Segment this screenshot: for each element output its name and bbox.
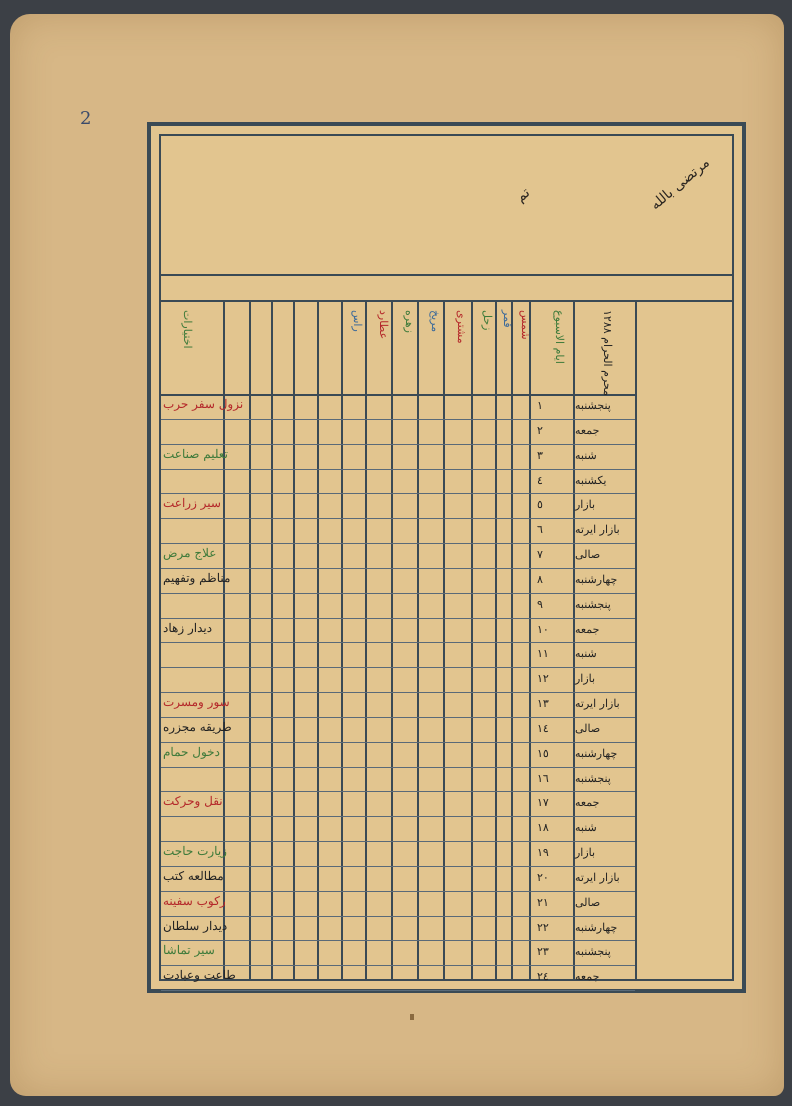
day-number-cell: ٣	[537, 448, 543, 462]
day-number-cell: ٩	[537, 597, 543, 611]
weekday-cell: پنجشنبه	[575, 399, 611, 412]
weekday-cell: صالی	[575, 721, 601, 735]
column-header: عطارد	[377, 310, 390, 340]
weekday-cell: شنبه	[575, 647, 597, 661]
weekday-cell: جمعه	[575, 622, 600, 636]
weekday-cell: جمعه	[575, 970, 600, 984]
weekday-cell: بازار	[575, 498, 596, 512]
day-number-cell: ٢	[537, 423, 543, 437]
table-row	[161, 493, 635, 518]
day-number-cell: ١٧	[537, 796, 549, 810]
day-number-cell: ٨	[537, 572, 543, 586]
day-number-cell: ١٦	[537, 771, 549, 785]
weekday-cell: بازار ایرته	[575, 523, 620, 537]
table-row	[161, 518, 635, 543]
column-header: شمس	[519, 310, 532, 340]
day-number-cell: ١٨	[537, 821, 549, 835]
weekday-cell: پنجشنبه	[575, 597, 611, 611]
day-number-cell: ٢٤	[537, 970, 549, 984]
day-number-cell: ٥	[537, 498, 543, 512]
activity-note-cell: تعلیم صناعت	[163, 446, 228, 461]
activity-note-cell: سیر زراعت	[163, 496, 221, 511]
row-divider	[161, 990, 635, 991]
weekday-cell: چهارشنبه	[575, 920, 618, 934]
table-row	[161, 642, 635, 667]
almanac-table-frame	[147, 122, 746, 993]
activity-note-cell: طریقه مجزره	[163, 719, 232, 734]
table-row	[161, 717, 635, 742]
activity-note-cell: علاج مرض	[163, 546, 217, 560]
activity-note-cell: مطالعه کتب	[163, 868, 224, 883]
activity-note-cell: مناظم وتفهیم	[163, 570, 231, 585]
day-number-cell: ٤	[537, 473, 543, 487]
column-header: زهره	[403, 310, 416, 333]
margin-notes	[612, 316, 722, 969]
table-row	[161, 618, 635, 643]
table-row	[161, 667, 635, 692]
day-number-cell: ٢١	[537, 895, 549, 909]
weekday-cell: صالی	[575, 548, 601, 561]
header-line: تم	[512, 184, 533, 206]
activity-note-cell: دیدار زهاد	[163, 620, 213, 635]
header-rule	[161, 274, 732, 276]
activity-note-cell: سور ومسرت	[163, 695, 230, 709]
table-row	[161, 419, 635, 444]
ink-speck	[410, 1014, 414, 1020]
table-row	[161, 767, 635, 792]
column-header: قمر	[501, 310, 514, 328]
table-row	[161, 543, 635, 568]
day-number-cell: ١٠	[537, 622, 549, 636]
day-number-cell: ١٢	[537, 672, 549, 686]
weekday-cell: چهارشنبه	[575, 572, 618, 586]
column-header: مشتری	[455, 310, 468, 344]
weekday-cell: چهارشنبه	[575, 746, 618, 760]
weekday-cell: شنبه	[575, 448, 597, 462]
table-row	[161, 469, 635, 494]
table-row	[161, 791, 635, 816]
weekday-cell: بازار ایرته	[575, 697, 620, 710]
weekday-cell: بازار	[575, 672, 596, 686]
weekday-cell: پنجشنبه	[575, 945, 611, 959]
weekday-cell: بازار ایرته	[575, 870, 620, 884]
column-header: محرم الحرام ١٢٨٨	[601, 310, 614, 396]
inner-frame	[159, 134, 734, 984]
weekday-cell: شنبه	[575, 821, 597, 835]
activity-note-cell: طاعت وعبادت	[163, 968, 236, 983]
weekday-cell: پنجشنبه	[575, 771, 611, 785]
day-number-cell: ١٣	[537, 697, 549, 710]
day-number-cell: ١٩	[537, 846, 549, 859]
table-row	[161, 866, 635, 891]
activity-note-cell: زیارت حاجت	[163, 844, 227, 858]
header-line: مرتضى بالله	[647, 154, 713, 214]
table-row	[161, 394, 635, 419]
day-number-cell: ٢٢	[537, 920, 549, 934]
day-number-cell: ٢٣	[537, 945, 549, 959]
activity-note-cell: دخول حمام	[163, 744, 220, 759]
weekday-cell: بازار	[575, 846, 596, 859]
column-header: راس	[351, 310, 364, 332]
folio-number: 2	[80, 108, 92, 129]
table-row	[161, 593, 635, 618]
table-row	[161, 916, 635, 941]
activity-note-cell: نقل وحرکت	[163, 794, 223, 809]
activity-note-cell: دیدار سلطان	[163, 918, 228, 933]
activity-note-cell: سیر تماشا	[163, 943, 215, 958]
weekday-cell: صالی	[575, 895, 601, 909]
table-row	[161, 940, 635, 965]
day-number-cell: ١١	[537, 647, 549, 661]
table-row	[161, 444, 635, 469]
day-number-cell: ٧	[537, 548, 543, 561]
table-row	[161, 816, 635, 841]
manuscript-page	[10, 14, 784, 1096]
table-row	[161, 891, 635, 916]
day-number-cell: ٢٠	[537, 870, 549, 884]
table-row	[161, 692, 635, 717]
weekday-cell: جمعه	[575, 423, 600, 437]
weekday-cell: یکشنبه	[575, 473, 607, 487]
header-text-block	[171, 144, 722, 274]
table-row	[161, 965, 635, 990]
table-row	[161, 841, 635, 866]
column-header: ایام الاسبوع	[553, 310, 566, 364]
table-row	[161, 742, 635, 767]
day-number-cell: ١	[537, 399, 543, 412]
day-number-cell: ٦	[537, 523, 543, 537]
column-header: مریخ	[429, 310, 442, 333]
weekday-cell: جمعه	[575, 796, 600, 810]
day-number-cell: ١٥	[537, 746, 549, 760]
column-header: زحل	[481, 310, 494, 331]
column-header: اختیارات	[181, 310, 194, 349]
day-number-cell: ١٤	[537, 721, 549, 735]
activity-note-cell: نزول سفر حرب	[163, 397, 244, 411]
table-row	[161, 568, 635, 593]
activity-note-cell: رکوب سفینه	[163, 893, 226, 908]
